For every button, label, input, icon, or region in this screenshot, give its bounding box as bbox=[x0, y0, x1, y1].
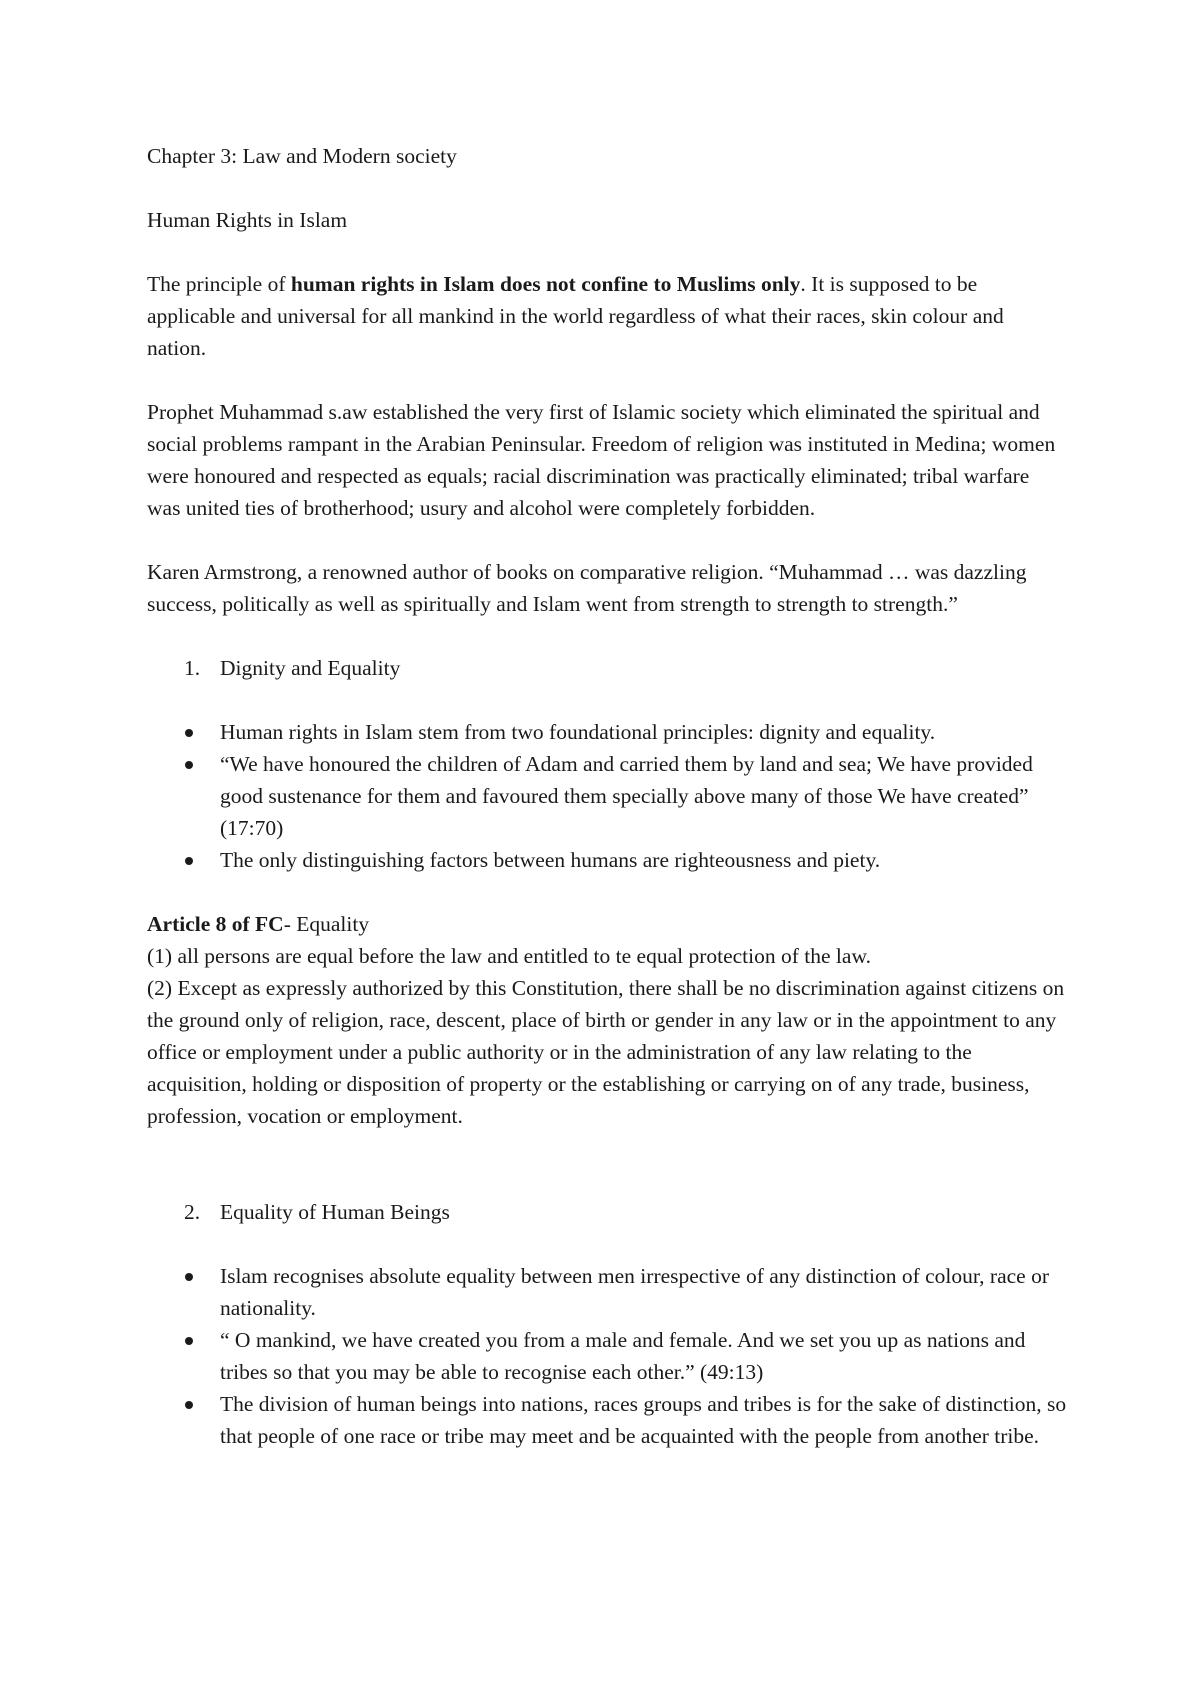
bullet-icon bbox=[147, 1260, 220, 1324]
list-item: “ O mankind, we have created you from a male and female. And we set you up as nations and tribes so that you may be able to recognise each other.” (49:13) bbox=[147, 1324, 1067, 1388]
section-2-title: Equality of Human Beings bbox=[220, 1200, 450, 1224]
bullet-icon bbox=[147, 1388, 220, 1452]
article-8-heading-bold: Article 8 of FC bbox=[147, 912, 284, 936]
section-title: Human Rights in Islam bbox=[147, 208, 348, 232]
paragraph-principle-bold: human rights in Islam does not confine to Muslims only bbox=[290, 272, 801, 296]
section-2-number: 2. bbox=[184, 1200, 201, 1224]
list-item: Human rights in Islam stem from two foundational principles: dignity and equality. bbox=[147, 716, 1067, 748]
paragraph-armstrong: Karen Armstrong, a renowned author of books on comparative religion. “Muhammad … was dazzling success, politically as well as spiritually and Islam went from strength to strength to strength.” bbox=[147, 560, 1027, 616]
document-page bbox=[147, 140, 1067, 1452]
section-1-number: 1. bbox=[184, 656, 201, 680]
bullet-icon bbox=[147, 844, 220, 876]
article-8-clause-2: (2) Except as expressly authorized by this Constitution, there shall be no discrimination against citizens on the ground only of religion, race, descent, place of birth or gender in any law or in the appointment to any office or employment under a public authority or in the administration of any law relating to the acquisition, holding or disposition of property or the establishing or carrying on of any trade, business, profession, vocation or employment. bbox=[147, 976, 1065, 1128]
paragraph-principle-prefix: The principle of bbox=[147, 272, 291, 296]
chapter-title: Chapter 3: Law and Modern society bbox=[147, 144, 457, 168]
paragraph-prophet: Prophet Muhammad s.aw established the very first of Islamic society which eliminated the spiritual and social problems rampant in the Arabian Peninsular. Freedom of religion was instituted in Medina; women were honoured and respected as equals; racial discrimination was practically eliminated; tribal warfare was united ties of brotherhood; usury and alcohol were completely forbidden. bbox=[147, 400, 1056, 520]
article-8-heading bbox=[147, 908, 1067, 940]
list-item: The only distinguishing factors between humans are righteousness and piety. bbox=[147, 844, 1067, 876]
article-8-clause-1: (1) all persons are equal before the law and entitled to te equal protection of the law. bbox=[147, 944, 871, 968]
list-item: The division of human beings into nations, races groups and tribes is for the sake of distinction, so that people of one race or tribe may meet and be acquainted with the people from another tribe. bbox=[147, 1388, 1067, 1452]
article-8-heading-rest: - Equality bbox=[283, 912, 370, 936]
bullet-icon bbox=[147, 748, 220, 844]
section-1-title: Dignity and Equality bbox=[220, 656, 401, 680]
section-2-heading bbox=[147, 1196, 1067, 1228]
paragraph-principle bbox=[147, 268, 1067, 364]
section-2-bullet-list bbox=[147, 1260, 1067, 1452]
bullet-icon bbox=[147, 716, 220, 748]
section-1-bullet-list bbox=[147, 716, 1067, 876]
bullet-icon bbox=[147, 1324, 220, 1388]
list-item: “We have honoured the children of Adam and carried them by land and sea; We have provided good sustenance for them and favoured them specially above many of those We have created” (17:70) bbox=[147, 748, 1067, 844]
section-1-heading bbox=[147, 652, 1067, 684]
list-item: Islam recognises absolute equality between men irrespective of any distinction of colour, race or nationality. bbox=[147, 1260, 1067, 1324]
paragraph-principle-suffix: . It is supposed to be applicable and universal for all mankind in the world regardless of what their races, skin colour and nation. bbox=[147, 272, 1004, 360]
